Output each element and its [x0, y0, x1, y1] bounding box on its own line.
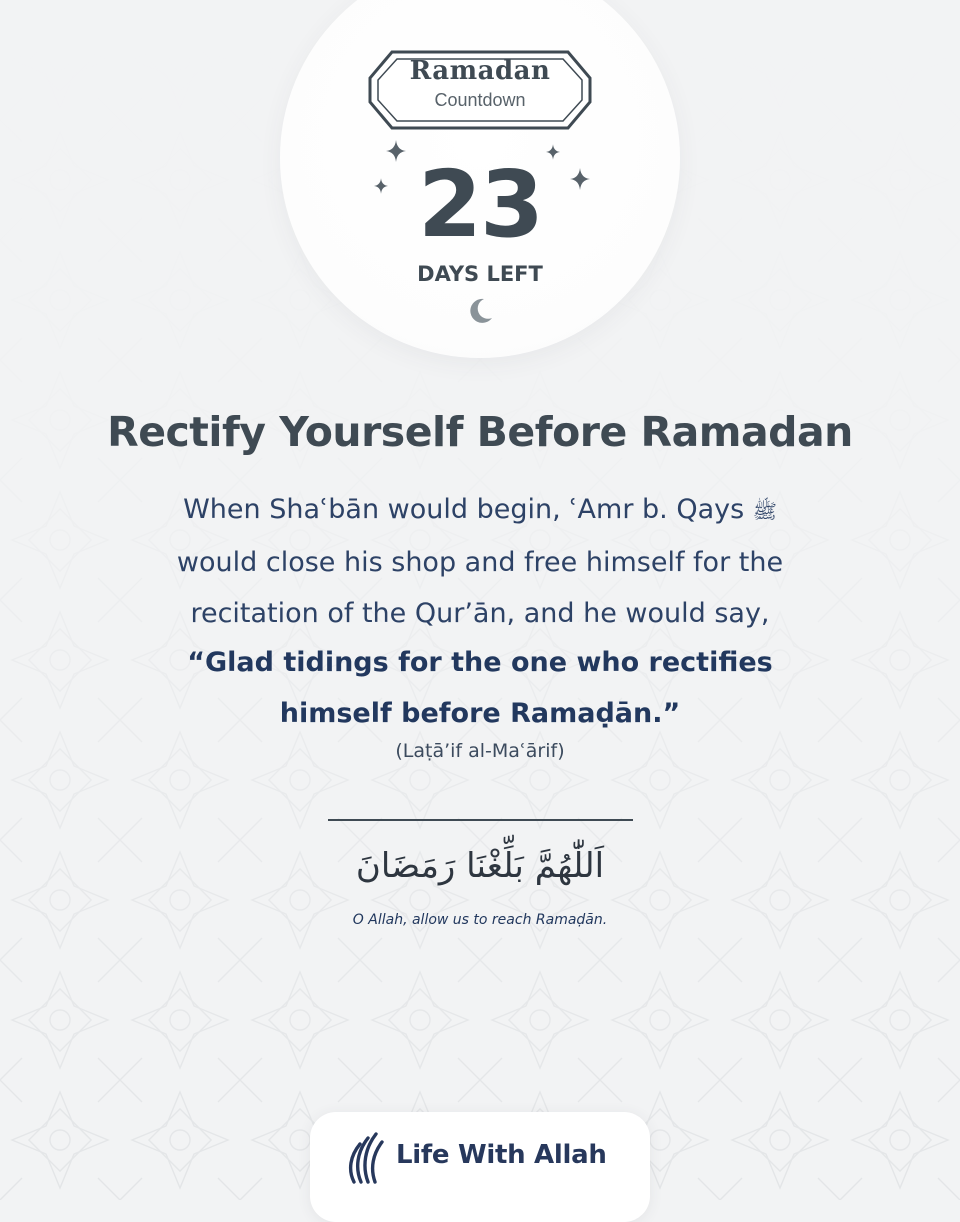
body-line: would close his shop and free himself for the	[176, 547, 784, 578]
post-body	[80, 484, 880, 639]
quote-line: himself before Ramaḍān.”	[279, 698, 681, 729]
brand-name: Life With Allah	[396, 1140, 607, 1170]
life-with-allah-logo-icon	[346, 1130, 386, 1186]
badge-subtitle: Countdown	[434, 90, 526, 110]
dua-translation: O Allah, allow us to reach Ramaḍān.	[352, 912, 608, 928]
section-divider	[328, 819, 633, 821]
body-line-text: When Shaʿbān would begin, ʿAmr b. Qays	[183, 494, 753, 525]
crescent-moon-icon	[465, 296, 495, 326]
days-left-label: DAYS LEFT	[417, 262, 543, 286]
honorific-symbol: ﷺ	[752, 499, 777, 523]
dua-arabic: اَللّٰهُمَّ بَلِّغْنَا رَمَضَانَ	[355, 846, 605, 886]
body-line: recitation of the Qur’ān, and he would say,	[190, 598, 770, 629]
quote-line: “Glad tidings for the one who rectifies	[187, 647, 773, 678]
days-remaining-number: 23	[417, 151, 543, 258]
badge-title: Ramadan	[409, 56, 551, 86]
post-quote	[80, 637, 880, 739]
body-line	[80, 484, 880, 537]
post-headline: Rectify Yourself Before Ramadan	[107, 408, 853, 456]
quote-source: (Laṭā’if al-Maʿārif)	[395, 740, 565, 762]
